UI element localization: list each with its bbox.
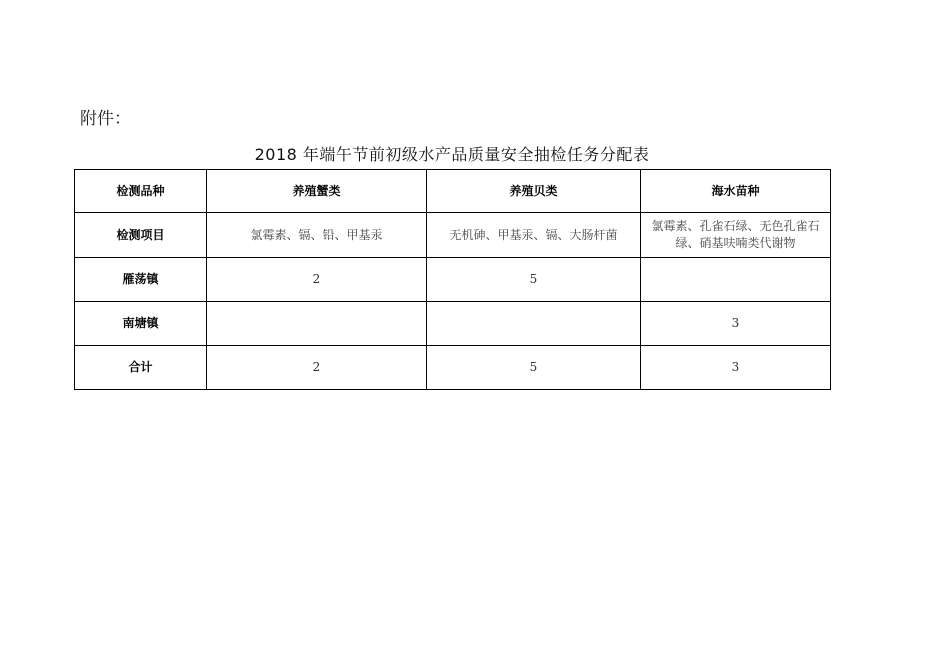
header-cell: 养殖蟹类	[207, 170, 427, 213]
table-cell: 5	[427, 346, 641, 390]
table-cell	[427, 302, 641, 346]
table-row	[75, 213, 831, 258]
table-cell: 2	[207, 258, 427, 302]
attachment-label: 附件：	[80, 109, 131, 129]
table-cell: 3	[641, 346, 831, 390]
table-cell: 3	[641, 302, 831, 346]
table-cell: 无机砷、甲基汞、镉、大肠杆菌	[427, 213, 641, 258]
table-cell: 5	[427, 258, 641, 302]
table-header-row	[75, 170, 831, 213]
table-row	[75, 258, 831, 302]
table-row	[75, 302, 831, 346]
table-cell: 氯霉素、镉、铅、甲基汞	[207, 213, 427, 258]
row-label-cell: 合计	[75, 346, 207, 390]
header-cell: 养殖贝类	[427, 170, 641, 213]
header-cell: 检测品种	[75, 170, 207, 213]
table-total-row	[75, 346, 831, 390]
table-cell: 氯霉素、孔雀石绿、无色孔雀石绿、硝基呋喃类代谢物	[641, 213, 831, 258]
row-label-cell: 检测项目	[75, 213, 207, 258]
header-cell: 海水苗种	[641, 170, 831, 213]
table-cell	[207, 302, 427, 346]
row-label-cell: 南塘镇	[75, 302, 207, 346]
table-cell	[641, 258, 831, 302]
table-cell: 2	[207, 346, 427, 390]
document-title: 2018 年端午节前初级水产品质量安全抽检任务分配表	[254, 145, 650, 164]
task-allocation-table	[74, 169, 831, 390]
row-label-cell: 雁荡镇	[75, 258, 207, 302]
